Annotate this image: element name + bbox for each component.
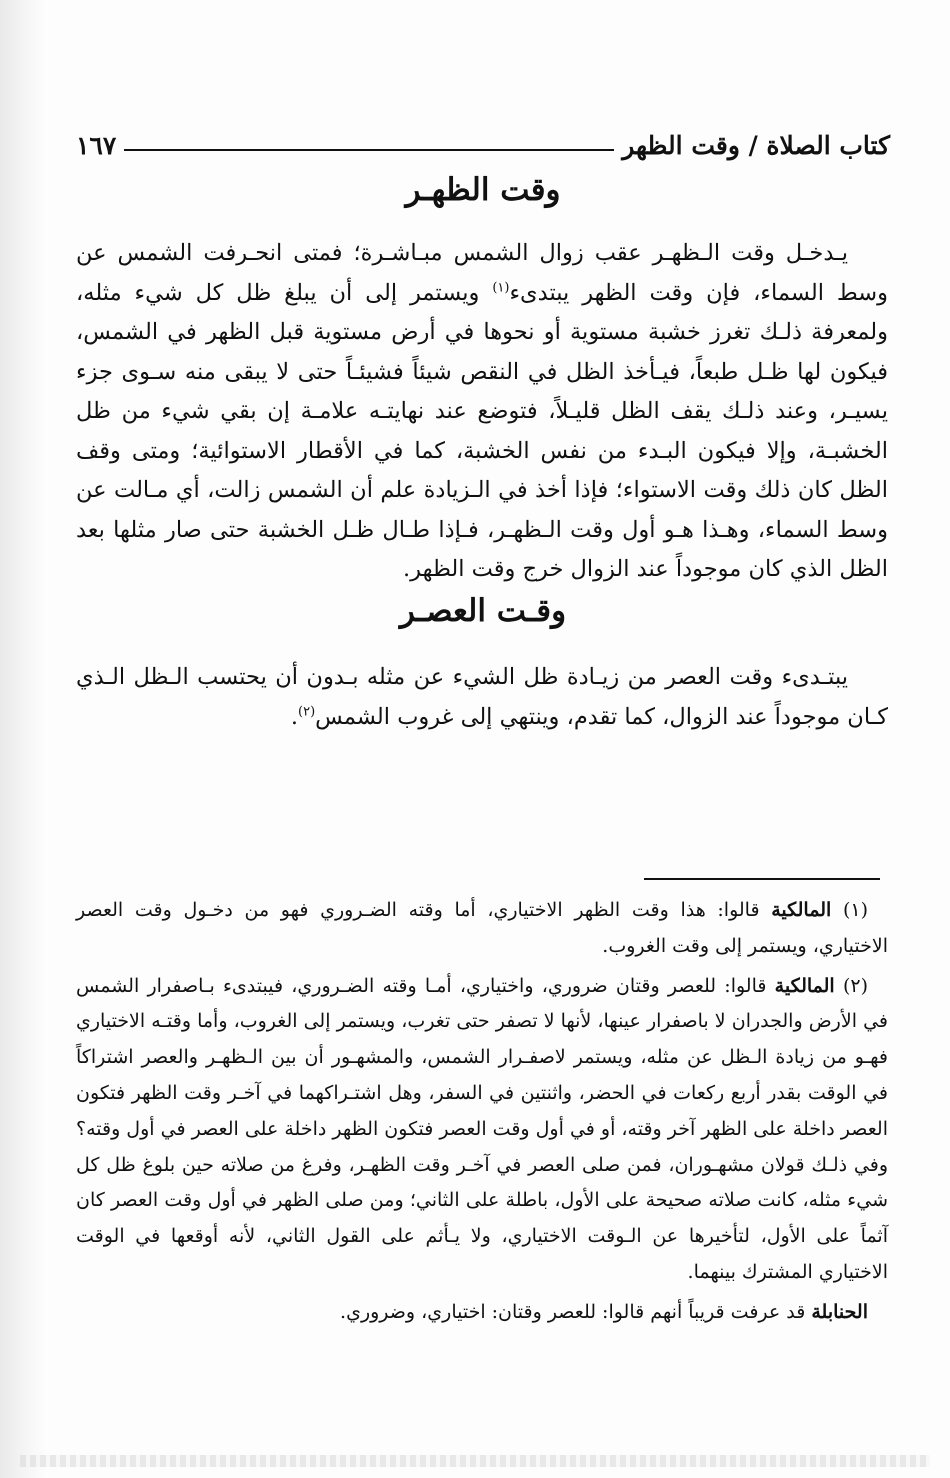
footnote-ref-2[interactable]: (٢) (298, 704, 316, 719)
footnote-school: المالكية (771, 899, 832, 921)
asr-text-part2: . (290, 703, 299, 730)
footnote-ref-1[interactable]: (١) (492, 280, 510, 295)
dhuhr-text-part1: يـدخـل وقت الـظهـر عقب زوال الشمس مبـاشـرة؛ فمتى انحـرفت الشمس عن وسط السماء، فإن وقت الظهر يبتدىء (76, 240, 888, 306)
scan-edge-shadow (0, 0, 46, 1478)
section-heading-asr: وقـت العصـر (399, 593, 567, 629)
footnote-school: المالكية (774, 974, 835, 997)
footnote-separator (644, 878, 880, 880)
running-header (76, 120, 890, 160)
footnote-number: (٢) (842, 974, 869, 997)
footnote-3 (76, 1295, 888, 1331)
footnotes-block (76, 893, 888, 1331)
section-body-dhuhr (76, 234, 888, 590)
section-body-asr (76, 658, 888, 737)
footnote-text: قد عرفت قريباً أنهم قالوا: للعصر وقتان: اختياري، وضروري. (340, 1300, 812, 1323)
footnote-2 (76, 969, 888, 1291)
footnote-text: قالوا: هذا وقت الظهر الاختياري، أما وقته الضـروري فهو من دخـول وقت العصر الاختياري، ويستمر إلى وقت الغروب. (76, 899, 888, 957)
chapter-title: كتاب الصلاة / وقت الظهر (622, 131, 890, 160)
footnote-text: قالوا: للعصر وقتان ضروري، واختياري، أمـا وقته الضـروري، فيبتدىء بـاصفرار الشمس في الأرض والجدران لا باصفرار عينها، لأنها لا تصفر حتى تغرب، ويستمر إلى الغروب، وأما وقتـه الاختياري فهـو من زيادة الـظل عن مثله، ويستمر لاصفـرار الشمس، والمشهـور أن بين الـظهـر والعصر اشتراكاً في الوقت بقدر أربع ركعات في الحضر، واثنتين في السفر، وهل اشتـراكهما في آخـر وقت الظهر فتكون العصر داخلة على الظهر آخر وقته، أو في أول وقت العصر فتكون الظهر داخلة على العصر في أول وقته؟ وفي ذلـك قولان مشهـوران، فمن صلى العصر في آخـر وقت الظهـر، وفرغ من صلاته حين بلوغ ظل كل شيء مثله، كانت صلاته صحيحة على الأول، باطلة على الثاني؛ ومن صلى الظهر في أول وقت العصر كان آثماً على الأول، لتأخيرها عن الـوقت الاختياري، ولا يـأثم على القول الثاني، لأنه أوقعها في الوقت الاختياري المشترك بينهما. (76, 974, 888, 1283)
header-rule (124, 149, 614, 151)
footnote-number: (١) (842, 899, 868, 921)
page-number: ١٦٧ (76, 131, 117, 160)
footnote-1 (76, 893, 888, 965)
section-heading-dhuhr: وقت الظهـر (405, 172, 561, 208)
dhuhr-text-part2: ويستمر إلى أن يبلغ ظل كل شيء مثله، ولمعرفة ذلـك تغرز خشبة مستوية أو نحوها في أرض مستوية قبل الظهر في الشمس، فيكون لها ظـل طبعاً، فيـأخذ الظل في النقص شيئاً فشيئـاً حتى لا يبقى منه سـوى جزء يسيـر، وعند ذلـك يقف الظل قليـلاً، فتوضع عند نهايتـه علامـة إن بقي شيء من ظل الخشبـة، وإلا فيكون البـدء من نفس الخشبة، كما في الأقطار الاستوائية؛ ومتى وقف الظل كان ذلك وقت الاستواء؛ فإذا أخذ في الـزيادة علم أن الشمس زالت، أي مـالت عن وسط السماء، وهـذا هـو أول وقت الـظهـر، فـإذا طـال ظـل الخشبة حتى صار مثلها بعد الظل الذي كان موجوداً عند الزوال خرج وقت الظهر. (76, 279, 888, 582)
asr-text-part1: يبتـدىء وقت العصر من زيـادة ظل الشيء عن مثله بـدون أن يحتسب الـظل الـذي كـان موجوداً عند الزوال، كما تقدم، وينتهي إلى غروب الشمس (76, 664, 888, 730)
scan-bottom-noise (20, 1455, 930, 1467)
footnote-school: الحنابلة (811, 1300, 868, 1323)
